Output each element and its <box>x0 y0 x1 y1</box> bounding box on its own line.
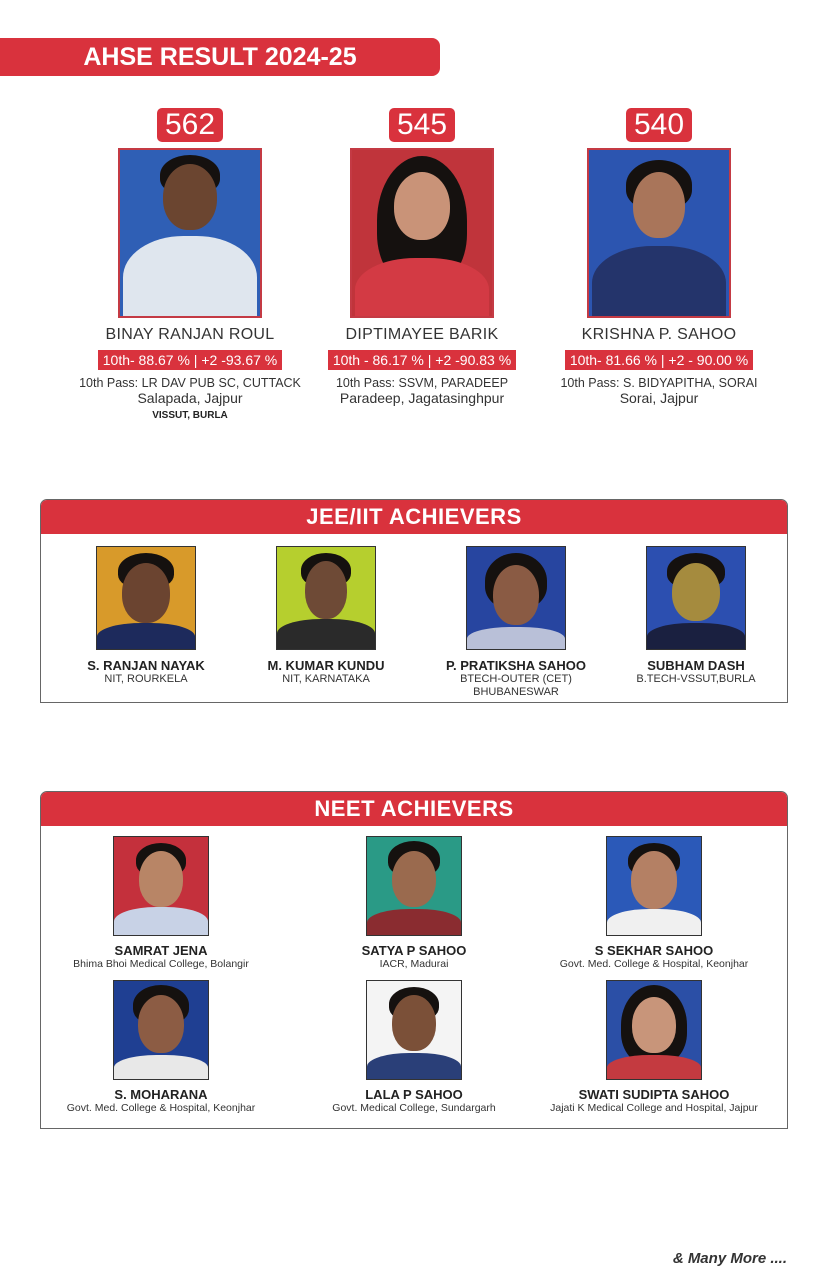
student-photo <box>606 836 702 936</box>
student-photo <box>350 148 494 318</box>
student-photo <box>366 980 462 1080</box>
student-photo <box>646 546 746 650</box>
topper-card <box>65 108 315 421</box>
achiever-name: S SEKHAR SAHOO <box>594 943 714 958</box>
achiever-institute: NIT, ROURKELA <box>104 673 188 685</box>
achiever-institute: Jajati K Medical College and Hospital, Jajpur <box>550 1102 758 1114</box>
achiever-card <box>41 980 281 1114</box>
marks-bar: 10th - 86.17 % | +2 -90.83 % <box>328 350 516 370</box>
achiever-name: S. MOHARANA <box>114 1087 208 1102</box>
achiever-name: M. KUMAR KUNDU <box>267 658 385 673</box>
achiever-name: SAMRAT JENA <box>114 943 208 958</box>
student-photo <box>113 836 209 936</box>
neet-section <box>40 791 788 1129</box>
score-badge: 540 <box>626 108 692 142</box>
achiever-institute: Bhima Bhoi Medical College, Bolangir <box>73 958 249 970</box>
topper-place: Paradeep, Jagatasinghpur <box>339 390 505 406</box>
achiever-institute: BTECH-OUTER (CET) <box>460 673 572 685</box>
footer-note: & Many More .... <box>672 1250 787 1267</box>
achiever-institute: NIT, KARNATAKA <box>282 673 370 685</box>
achiever-card <box>534 980 774 1114</box>
page-title: AHSE RESULT 2024-25 <box>83 42 357 71</box>
header-ribbon <box>0 38 440 76</box>
student-photo <box>606 980 702 1080</box>
topper-place: Sorai, Jajpur <box>619 390 699 406</box>
score-badge: 545 <box>389 108 455 142</box>
achiever-name: SUBHAM DASH <box>647 658 745 673</box>
achiever-institute: IACR, Madurai <box>379 958 449 970</box>
student-photo <box>118 148 262 318</box>
topper-name: KRISHNA P. SAHOO <box>581 326 737 343</box>
topper-name: BINAY RANJAN ROUL <box>105 326 275 343</box>
achiever-name: SATYA P SAHOO <box>361 943 467 958</box>
achiever-name: SWATI SUDIPTA SAHOO <box>578 1087 730 1102</box>
neet-section-title: NEET ACHIEVERS <box>41 792 787 826</box>
achiever-card <box>294 836 534 970</box>
achiever-card <box>616 546 776 686</box>
achiever-card <box>246 546 406 686</box>
achiever-card <box>534 836 774 970</box>
marks-bar: 10th- 88.67 % | +2 -93.67 % <box>98 350 282 370</box>
achiever-institute: Govt. Medical College, Sundargarh <box>332 1102 496 1114</box>
achiever-institute: Govt. Med. College & Hospital, Keonjhar <box>66 1102 256 1114</box>
student-photo <box>96 546 196 650</box>
topper-school: 10th Pass: SSVM, PARADEEP <box>335 376 509 390</box>
achiever-card <box>66 546 226 686</box>
achiever-name: S. RANJAN NAYAK <box>87 658 205 673</box>
topper-college: VISSUT, BURLA <box>152 410 228 421</box>
achiever-card <box>41 836 281 970</box>
student-photo <box>113 980 209 1080</box>
topper-card <box>534 108 784 406</box>
jee-section-title: JEE/IIT ACHIEVERS <box>41 500 787 534</box>
achiever-institute: BHUBANESWAR <box>473 686 559 698</box>
student-photo <box>276 546 376 650</box>
student-photo <box>366 836 462 936</box>
topper-school: 10th Pass: S. BIDYAPITHA, SORAI <box>560 376 758 390</box>
jee-section <box>40 499 788 703</box>
achiever-institute: Govt. Med. College & Hospital, Keonjhar <box>559 958 749 970</box>
student-photo <box>466 546 566 650</box>
topper-place: Salapada, Jajpur <box>137 390 243 406</box>
topper-name: DIPTIMAYEE BARIK <box>345 326 499 343</box>
marks-bar: 10th- 81.66 % | +2 - 90.00 % <box>565 350 753 370</box>
topper-card <box>297 108 547 406</box>
topper-school: 10th Pass: LR DAV PUB SC, CUTTACK <box>79 376 301 390</box>
achiever-name: P. PRATIKSHA SAHOO <box>446 658 586 673</box>
achiever-name: LALA P SAHOO <box>365 1087 463 1102</box>
achiever-card <box>294 980 534 1114</box>
score-badge: 562 <box>157 108 223 142</box>
student-photo <box>587 148 731 318</box>
achiever-institute: B.TECH-VSSUT,BURLA <box>636 673 756 685</box>
achiever-card <box>436 546 596 699</box>
